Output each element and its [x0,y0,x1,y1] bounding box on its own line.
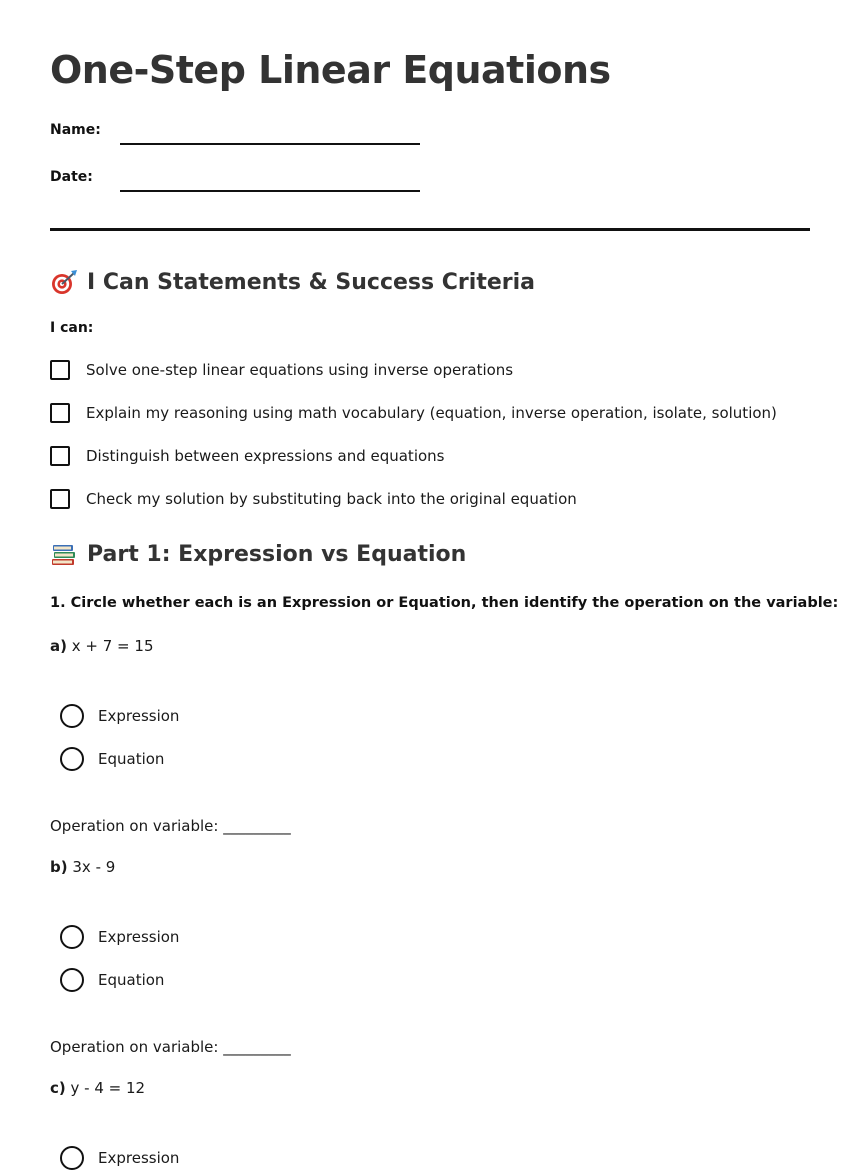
radio-option-expression[interactable] [60,704,179,728]
radio-label: Expression [98,707,180,725]
checklist-item[interactable] [50,360,513,380]
radio-option-expression[interactable] [60,1146,179,1170]
checklist-item[interactable] [50,403,777,423]
date-label: Date: [50,169,93,185]
radio-option-equation[interactable] [60,968,164,992]
name-field[interactable] [120,143,420,145]
section-heading-text: I Can Statements & Success Criteria [87,269,535,295]
problem-a [50,637,153,655]
i-can-label: I can: [50,320,94,336]
problem-expression: 3x - 9 [72,858,116,876]
radio-button[interactable] [60,925,84,949]
operation-answer-line[interactable]: Operation on variable: _________ [50,1038,291,1056]
checklist-item-text: Distinguish between expressions and equations [86,447,445,465]
problem-b [50,858,115,876]
problem-expression: y - 4 = 12 [70,1079,146,1097]
page-title: One-Step Linear Equations [50,48,611,92]
date-field[interactable] [120,190,420,192]
radio-button[interactable] [60,704,84,728]
radio-label: Expression [98,928,180,946]
problem-letter: a) [50,637,67,655]
radio-button[interactable] [60,968,84,992]
checklist-item-text: Explain my reasoning using math vocabulary (equation, inverse operation, isolate, solution) [86,404,777,422]
radio-button[interactable] [60,1146,84,1170]
checkbox[interactable] [50,360,70,380]
radio-option-equation[interactable] [60,747,164,771]
problem-letter: c) [50,1079,66,1097]
checklist-item-text: Check my solution by substituting back into the original equation [86,490,577,508]
header-divider [50,228,810,231]
checklist-item[interactable] [50,489,577,509]
problem-letter: b) [50,858,68,876]
section-heading-i-can [50,268,535,296]
radio-label: Equation [98,971,165,989]
radio-button[interactable] [60,747,84,771]
checkbox[interactable] [50,489,70,509]
question-1: 1. Circle whether each is an Expression or Equation, then identify the operation on the variable: [50,595,839,611]
problem-expression: x + 7 = 15 [71,637,154,655]
books-icon [50,540,78,568]
radio-option-expression[interactable] [60,925,179,949]
problem-c [50,1079,145,1097]
radio-label: Expression [98,1149,180,1167]
target-icon [50,268,78,296]
checkbox[interactable] [50,446,70,466]
radio-label: Equation [98,750,165,768]
section-heading-text: Part 1: Expression vs Equation [87,541,467,567]
section-heading-part-1 [50,540,466,568]
name-label: Name: [50,122,101,138]
operation-answer-line[interactable]: Operation on variable: _________ [50,817,291,835]
checkbox[interactable] [50,403,70,423]
checklist-item-text: Solve one-step linear equations using inverse operations [86,361,514,379]
checklist-item[interactable] [50,446,444,466]
